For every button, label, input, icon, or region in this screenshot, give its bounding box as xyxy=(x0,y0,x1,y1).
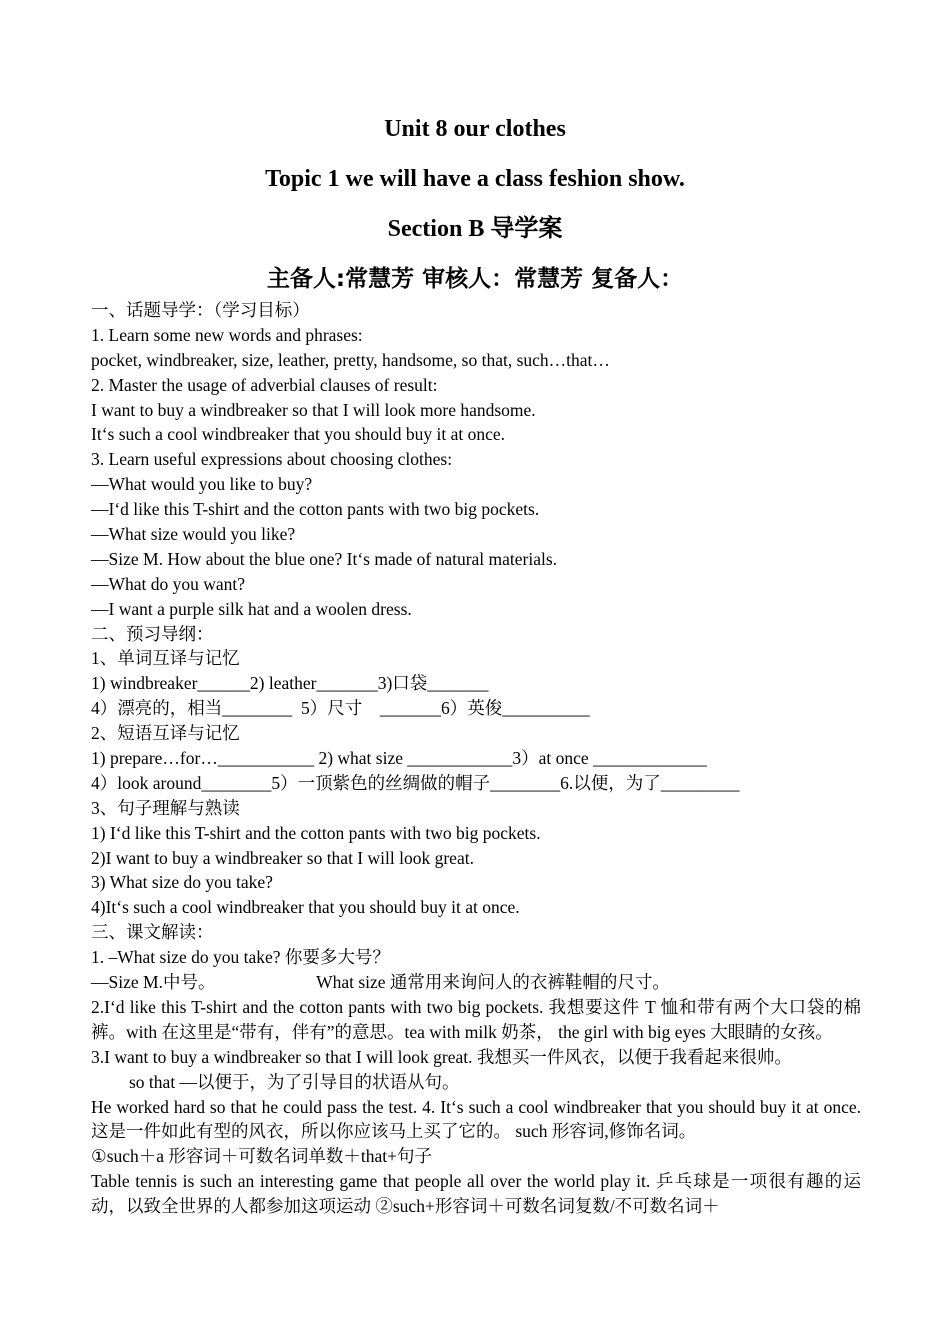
dialogue-line: —I want a purple silk hat and a woolen dress. xyxy=(91,598,412,619)
subsection-phrases: 2、短语互译与记忆 xyxy=(91,723,240,744)
subsection-sentences: 3、句子理解与熟读 xyxy=(91,797,240,818)
exercise-line: 1) windbreaker______2) leather_______3)口袋_______ xyxy=(91,673,489,694)
explanation-paragraph: He worked hard so that he could pass the test. 4. It‘s such a cool windbreaker that you should buy it at once. 这是一件如此有型的风衣，所以你应该马上买了它的。 such 形容词,修饰名词。 xyxy=(91,1096,861,1142)
explanation-line: 3.I want to buy a windbreaker so that I will look great. 我想买一件风衣，以便于我看起来很帅。 xyxy=(91,1046,792,1067)
part2-heading: 二、预习导纲： xyxy=(91,623,214,644)
exercise-line: 1) prepare…for…___________ 2) what size ____________3）at once _____________ xyxy=(91,748,707,769)
dialogue-line: —I‘d like this T-shirt and the cotton pants with two big pockets. xyxy=(91,499,540,520)
objective-1: 1. Learn some new words and phrases: xyxy=(91,324,363,345)
example-sentence: It‘s such a cool windbreaker that you should buy it at once. xyxy=(91,424,506,445)
part3-heading: 三、课文解读： xyxy=(91,922,214,943)
sentence-line: 3) What size do you take? xyxy=(91,872,273,893)
explanation-line: so that —以便于，为了引导目的状语从句。 xyxy=(129,1071,460,1092)
part1-heading: 一、话题导学：（学习目标） xyxy=(91,300,310,320)
vocab-list: pocket, windbreaker, size, leather, pretty, handsome, so that, such…that… xyxy=(91,349,610,370)
sentence-line: 4)It‘s such a cool windbreaker that you should buy it at once. xyxy=(91,897,520,918)
topic-title: Topic 1 we will have a class feshion show. xyxy=(265,166,685,192)
section-title: Section B 导学案 xyxy=(387,216,563,242)
unit-title: Unit 8 our clothes xyxy=(384,116,566,142)
sentence-line: 2)I want to buy a windbreaker so that I will look great. xyxy=(91,847,474,868)
explanation-paragraph: Table tennis is such an interesting game that people all over the world play it. 乒乓球是一项很有趣的运动，以致全世界的人都参加这项运动 ②such+形容词＋可数名词复数/不可数名词＋ xyxy=(91,1171,861,1217)
dialogue-line: —What size would you like? xyxy=(91,524,296,545)
dialogue-line: —What would you like to buy? xyxy=(91,474,313,495)
objective-2: 2. Master the usage of adverbial clauses of result: xyxy=(91,374,438,395)
objective-3: 3. Learn useful expressions about choosing clothes: xyxy=(91,449,453,470)
document-header xyxy=(0,104,950,304)
explanation-paragraph: 2.I‘d like this T-shirt and the cotton pants with two big pockets. 我想要这件 T 恤和带有两个大口袋的棉裤。with 在这里是“带有，伴有”的意思。tea with milk 奶茶， the girl with big eyes 大眼睛的女孩。 xyxy=(91,996,861,1042)
explanation-line: 1. –What size do you take? 你要多大号？ xyxy=(91,947,390,968)
sentence-line: 1) I‘d like this T-shirt and the cotton pants with two big pockets. xyxy=(91,822,541,843)
exercise-line: 4）look around________5）一顶紫色的丝绸做的帽子________6.以便，为了_________ xyxy=(91,772,740,793)
exercise-line: 4）漂亮的，相当________ 5）尺寸 _______6）英俊__________ xyxy=(91,698,590,719)
dialogue-line: —What do you want? xyxy=(91,573,246,594)
preparers-line: 主备人:常慧芳 审核人：常慧芳 复备人： xyxy=(266,266,684,292)
grammar-rule: ①such＋a 形容词＋可数名词单数＋that+句子 xyxy=(91,1146,433,1167)
document-body xyxy=(91,298,861,1219)
example-sentence: I want to buy a windbreaker so that I will look more handsome. xyxy=(91,399,536,420)
subsection-words: 1、单词互译与记忆 xyxy=(91,648,240,669)
explanation-line: —Size M.中号。 What size 通常用来询问人的衣裤鞋帽的尺寸。 xyxy=(91,972,670,993)
dialogue-line: —Size M. How about the blue one? It‘s made of natural materials. xyxy=(91,548,558,569)
